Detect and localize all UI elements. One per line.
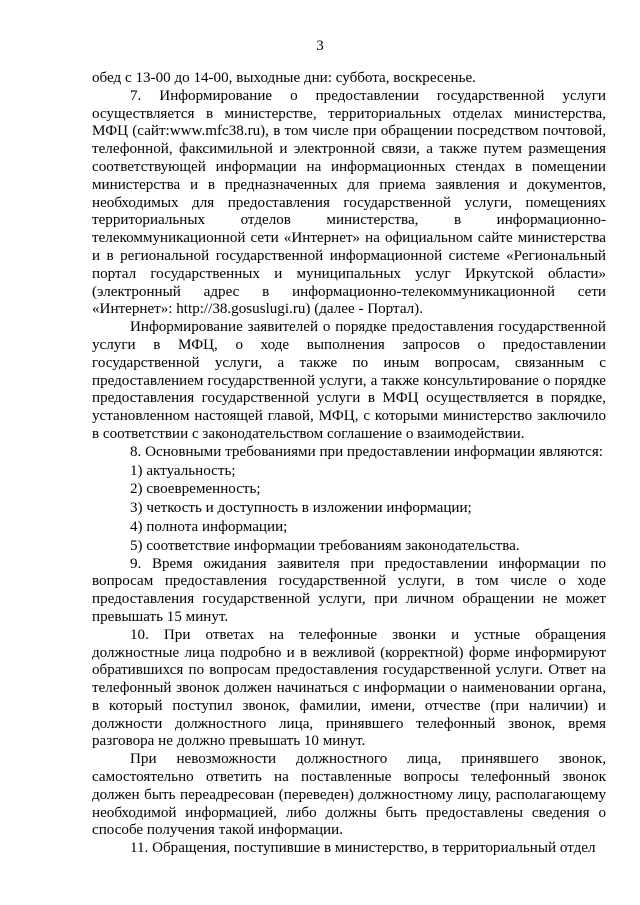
- list-item: 2) своевременность;: [130, 481, 261, 498]
- paragraph-10-phone-calls: 10. При ответах на телефонные звонки и устные обращения должностные лица подробно и в вежливой (корректной) форме информируют обратившихся по вопросам предоставления государственной услуги. Ответ на телефонный звонок должен начинаться с информации о наименовании органа, в который поступил звонок, фамилии, имени, отчестве (при наличии) и должности должностного лица, принявшего телефонный звонок, время разговора не должно превышать 10 минут.: [92, 626, 606, 750]
- paragraph-8-requirements-intro: 8. Основными требованиями при предоставлении информации являются:: [130, 443, 603, 460]
- list-item: 5) соответствие информации требованиям законодательства.: [130, 537, 520, 554]
- list-item: 3) четкость и доступность в изложении информации;: [130, 500, 472, 517]
- document-body: [92, 70, 606, 858]
- paragraph-call-redirect: При невозможности должностного лица, принявшего звонок, самостоятельно ответить на поставленные вопросы телефонный звонок должен быть переадресован (переведен) должностному лицу, располагающему необходимой информацией, либо должны быть предоставлены сведения о способе получения такой информации.: [92, 751, 606, 839]
- page-number: 3: [316, 38, 324, 54]
- paragraph-lunch-break: обед с 13-00 до 14-00, выходные дни: суббота, воскресенье.: [92, 70, 476, 86]
- list-item: 1) актуальность;: [130, 462, 236, 479]
- paragraph-mfc-informing: Информирование заявителей о порядке предоставления государственной услуги в МФЦ, о ходе выполнения запросов о предоставлении государственной услуги, а также по иным вопросам, связанным с предоставлением государственной услуги, а также консультирование о порядке предоставления государственной услуги в МФЦ осуществляется в порядке, установленном настоящей главой, МФЦ, с которыми министерство заключило в соответствии с законодательством соглашение о взаимодействии.: [92, 319, 606, 442]
- requirements-list: [92, 463, 606, 556]
- paragraph-7-informing: 7. Информирование о предоставлении государственной услуги осуществляется в министерстве, территориальных отделах министерства, МФЦ (сайт:www.mfc38.ru), в том числе при обращении посредством почтовой, телефонной, факсимильной и электронной связи, а также путем размещения соответствующей информации на информационных стендах в помещении министерства и в предназначенных для приема заявления и документов, необходимых для предоставления государственной услуги, помещениях территориальных отделов министерства, в информационно-телекоммуникационной сети «Интернет» на официальном сайте министерства и в региональной государственной информационной системе «Региональный портал государственных и муниципальных услуг Иркутской области» (электронный адрес в информационно-телекоммуникационной сети «Интернет»: http://38.gosuslugi.ru) (далее - Портал).: [92, 87, 606, 318]
- paragraph-9-waiting-time: 9. Время ожидания заявителя при предоставлении информации по вопросам предоставления государственной услуги, в том числе о ходе предоставления государственной услуги, при личном обращении не может превышать 15 минут.: [92, 555, 606, 625]
- list-item: 4) полнота информации;: [130, 518, 288, 535]
- paragraph-11-appeals: 11. Обращения, поступившие в министерство, в территориальный отдел: [130, 840, 596, 857]
